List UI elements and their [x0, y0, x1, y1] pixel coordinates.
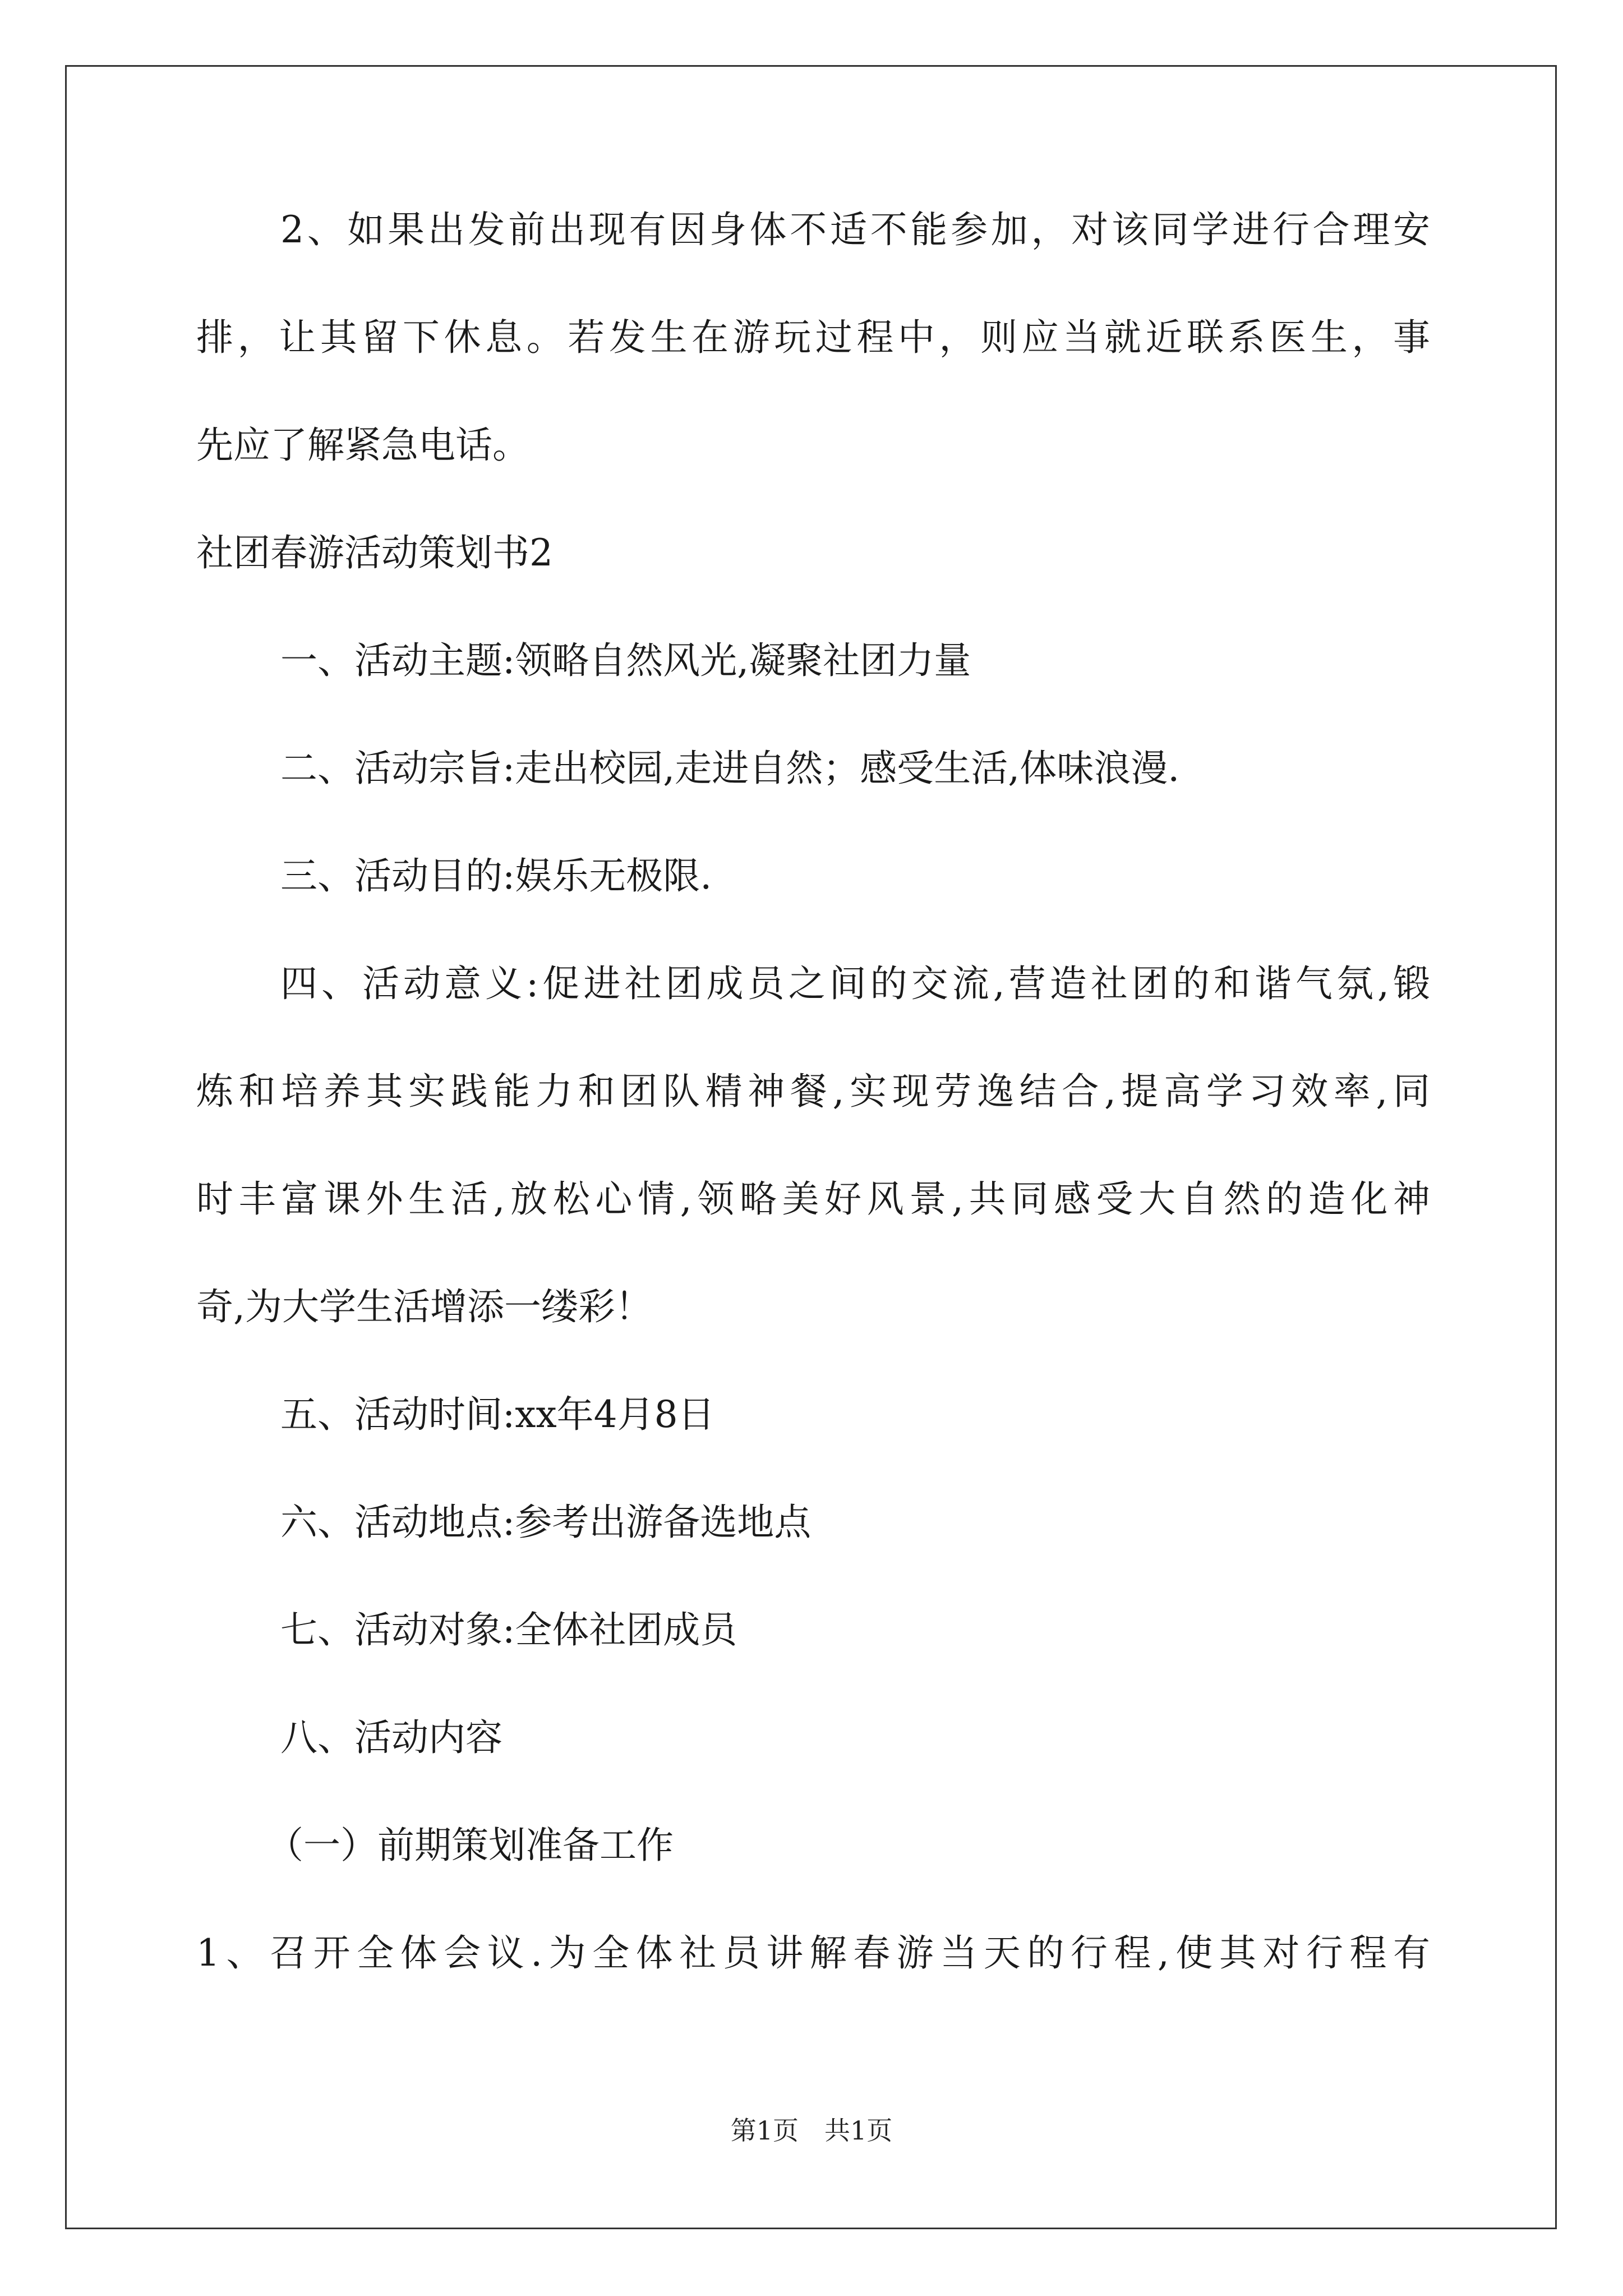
paragraph-line: 五、活动时间:xx年4月8日	[280, 1393, 715, 1436]
paragraph-line: 2、如果出发前出现有因身体不适不能参加，对该同学进行合理安	[280, 208, 1430, 251]
paragraph-line: 1、召开全体会议.为全体社员讲解春游当天的行程,使其对行程有	[196, 1931, 1430, 1975]
paragraph-line: 一、活动主题:领略自然风光,凝聚社团力量	[280, 639, 971, 682]
paragraph-line: 奇,为大学生活增添一缕彩！	[196, 1285, 652, 1328]
paragraph-line: 时丰富课外生活,放松心情,领略美好风景,共同感受大自然的造化神	[196, 1177, 1430, 1221]
paragraph-line: 六、活动地点:参考出游备选地点	[280, 1501, 811, 1544]
paragraph-line: 炼和培养其实践能力和团队精神餐,实现劳逸结合,提高学习效率,同	[196, 1070, 1430, 1113]
paragraph-line: 先应了解紧急电话。	[196, 424, 529, 467]
paragraph-line: 二、活动宗旨:走出校园,走进自然；感受生活,体味浪漫.	[280, 747, 1180, 790]
paragraph-line: 八、活动内容	[280, 1716, 502, 1759]
paragraph-line: 四、活动意义:促进社团成员之间的交流,营造社团的和谐气氛,锻	[280, 962, 1430, 1005]
paragraph-line: 七、活动对象:全体社团成员	[280, 1608, 737, 1651]
page-footer: 第1页 共1页	[730, 2115, 893, 2146]
section-title: 社团春游活动策划书2	[196, 531, 553, 574]
page-frame	[65, 65, 1557, 2229]
paragraph-line: 排，让其留下休息。若发生在游玩过程中，则应当就近联系医生，事	[196, 316, 1430, 359]
subsection-title: （一）前期策划准备工作	[266, 1824, 674, 1867]
paragraph-line: 三、活动目的:娱乐无极限.	[280, 854, 712, 898]
